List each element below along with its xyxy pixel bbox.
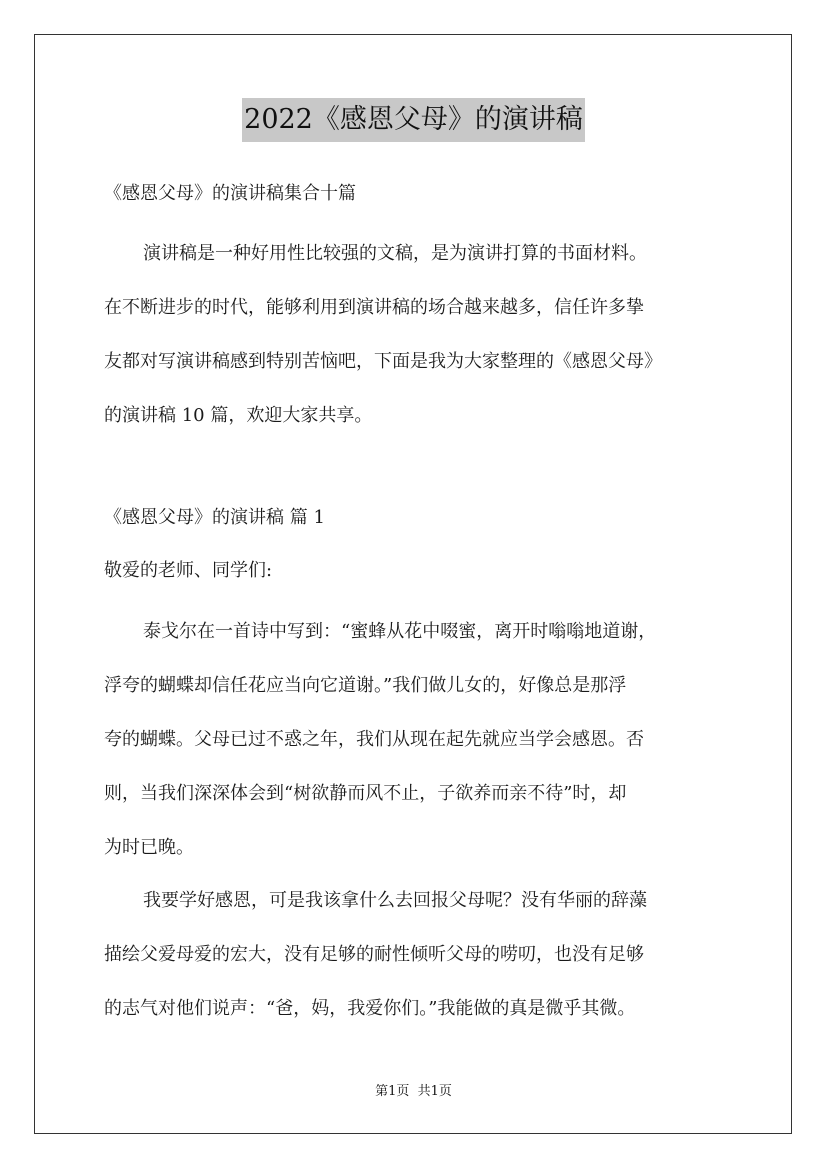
- intro-line: 演讲稿是一种好用性比较强的文稿，是为演讲打算的书面材料。: [143, 243, 647, 264]
- intro-line: 的演讲稿 10 篇，欢迎大家共享。: [104, 405, 373, 426]
- page-number-footer: 第1页 共1页: [375, 1084, 452, 1099]
- intro-line: 在不断进步的时代，能够利用到演讲稿的场合越来越多，信任许多挚: [104, 297, 644, 318]
- document-subtitle: 《感恩父母》的演讲稿集合十篇: [104, 183, 356, 204]
- paragraph-line: 为时已晚。: [104, 837, 194, 858]
- section-heading: 《感恩父母》的演讲稿 篇 1: [104, 507, 325, 528]
- body-paragraph-2: [104, 874, 744, 1036]
- intro-line: 友都对写演讲稿感到特别苦恼吧，下面是我为大家整理的《感恩父母》: [104, 351, 662, 372]
- greeting: 敬爱的老师、同学们:: [104, 560, 273, 581]
- paragraph-line: 则，当我们深深体会到“树欲静而风不止，子欲养而亲不待”时，却: [104, 783, 627, 804]
- intro-paragraph: [104, 227, 744, 443]
- title-container: [0, 98, 827, 142]
- paragraph-line: 描绘父爱母爱的宏大，没有足够的耐性倾听父母的唠叨，也没有足够: [104, 944, 644, 965]
- paragraph-line: 泰戈尔在一首诗中写到：“蜜蜂从花中啜蜜，离开时嗡嗡地道谢，: [143, 621, 657, 642]
- document-title: 2022《感恩父母》的演讲稿: [242, 98, 585, 142]
- paragraph-line: 浮夸的蝴蝶却信任花应当向它道谢。”我们做儿女的，好像总是那浮: [104, 675, 627, 696]
- paragraph-line: 的志气对他们说声：“爸，妈，我爱你们。”我能做的真是微乎其微。: [104, 998, 636, 1019]
- body-paragraph-1: [104, 605, 744, 875]
- paragraph-line: 我要学好感恩，可是我该拿什么去回报父母呢？没有华丽的辞藻: [143, 890, 647, 911]
- paragraph-line: 夸的蝴蝶。父母已过不惑之年，我们从现在起先就应当学会感恩。否: [104, 729, 644, 750]
